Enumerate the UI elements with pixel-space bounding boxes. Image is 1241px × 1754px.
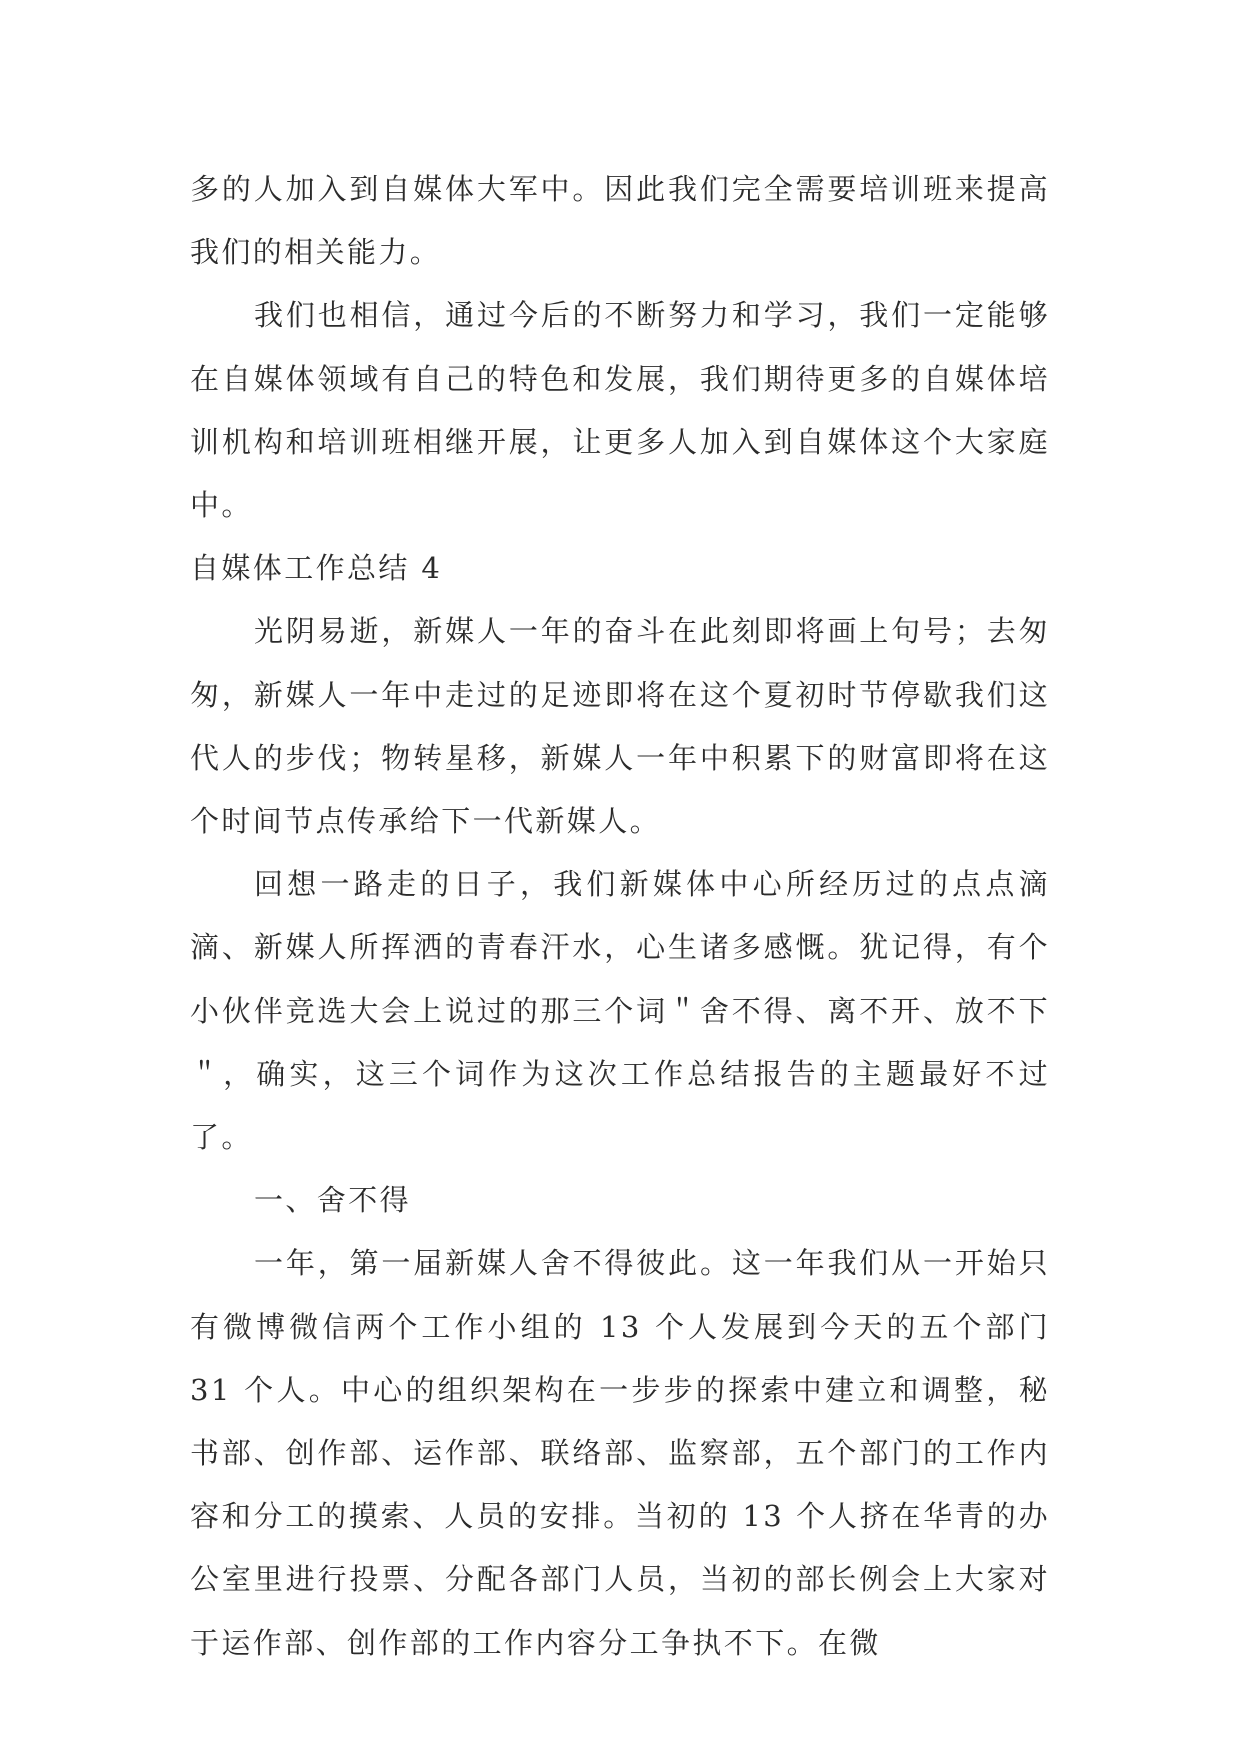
paragraph-time-passes: 光阴易逝，新媒人一年的奋斗在此刻即将画上句号；去匆匆，新媒人一年中走过的足迹即将在这个夏初时节停歇我们这代人的步伐；物转星移，新媒人一年中积累下的财富即将在这个时间节点传承给下一代新媒人。 <box>190 614 1050 839</box>
paragraph-continuation: 多的人加入到自媒体大军中。因此我们完全需要培训班来提高我们的相关能力。 <box>190 172 1050 270</box>
paragraph-first-year: 一年，第一届新媒人舍不得彼此。这一年我们从一开始只有微博微信两个工作小组的 13 个人发展到今天的五个部门 31 个人。中心的组织架构在一步步的探索中建立和调整，秘书部、创作部、运作部、联络部、监察部，五个部门的工作内容和分工的摸索、人员的安排。当初的 13 个人挤在华青的办公室里进行投票、分配各部门人员，当初的部长例会上大家对于运作部、创作部的工作内容分工争执不下。在微 <box>190 1246 1062 1660</box>
section-title: 自媒体工作总结 4 <box>190 551 443 586</box>
paragraph-recollection: 回想一路走的日子，我们新媒体中心所经历过的点点滴滴、新媒人所挥洒的青春汗水，心生诸多感慨。犹记得，有个小伙伴竞选大会上说过的那三个词＂舍不得、离不开、放不下＂，确实，这三个词作为这次工作总结报告的主题最好不过了。 <box>190 867 1050 1155</box>
subheading-reluctant: 一、舍不得 <box>254 1183 412 1218</box>
paragraph-belief: 我们也相信，通过今后的不断努力和学习，我们一定能够在自媒体领域有自己的特色和发展，我们期待更多的自媒体培训机构和培训班相继开展，让更多人加入到自媒体这个大家庭中。 <box>190 298 1050 523</box>
document-body <box>190 158 1062 1675</box>
